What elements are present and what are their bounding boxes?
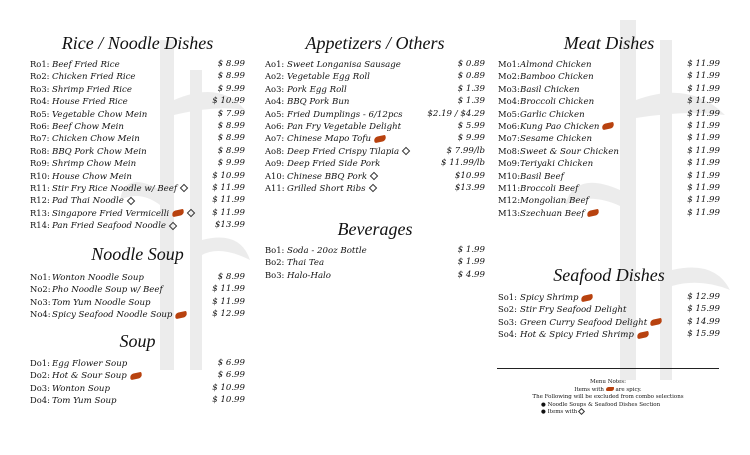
item-code: Mo2: [498,71,520,82]
item-code: No2: [30,284,51,295]
menu-item [30,70,245,82]
item-name: Broccoli Chicken [520,97,595,108]
item-price: $ 12.99 [212,309,245,320]
item-name: Pan Fried Seafood Noodle [52,221,166,232]
item-code: Do4: [30,395,50,406]
item-name: Pad Thai Noodle [52,196,124,207]
item-code: Ro9: [30,158,50,169]
item-price: $13.99 [454,182,485,193]
menu-item [265,145,485,157]
chili-pepper-icon [606,387,614,391]
item-name: Pork Egg Roll [287,84,347,95]
item-name: Sesame Chicken [520,134,592,145]
item-name: Deep Fried Side Pork [287,159,381,170]
item-price: $ 11.99 [687,195,720,206]
item-name: Chinese Mapo Tofu [287,134,371,145]
menu-item [498,132,720,144]
noodle-soup-list [30,271,245,321]
item-name: House Fried Rice [52,97,128,108]
menu-item [30,219,245,231]
item-price: $ 11.99 [687,71,720,82]
chili-pepper-icon [650,318,663,326]
item-name: BBQ Pork Chow Mein [52,146,147,157]
item-name: Teriyaki Chicken [520,159,594,170]
item-price: $ 8.99 [217,272,245,282]
item-code: R14: [30,220,50,231]
diamond-icon [578,408,585,415]
item-code: Ao1: [265,59,285,69]
item-code: R13: [30,207,50,218]
item-price: $ 0.89 [457,71,485,82]
menu-item [498,108,720,120]
item-price: $ 11.99 [687,133,720,144]
seafood-list [498,291,720,341]
item-code: Ro6: [30,120,50,131]
item-name: Tom Yum Soup [52,396,117,407]
menu-item [265,182,485,194]
item-price: $13.99 [214,220,245,231]
item-name: Beef Fried Rice [52,60,120,70]
item-name: Vegetable Chow Mein [52,109,148,120]
item-code: So4: [498,329,517,340]
item-code: Ao5: [265,108,285,119]
menu-item [30,83,245,95]
item-code: Ao6: [265,120,285,131]
item-code: Bo1: [265,245,285,255]
item-price: $ 11.99 [212,195,245,206]
item-code: Mo6: [498,120,520,131]
item-name: Hot & Spicy Fried Shrimp [520,330,634,341]
menu-item [498,316,720,328]
menu-item [30,120,245,132]
item-name: House Chow Mein [52,171,132,182]
menu-item [265,269,485,281]
item-code: R12: [30,195,50,206]
item-code: Ro5: [30,108,50,119]
chili-pepper-icon [587,209,600,217]
soup-title: Soup [119,331,156,351]
item-price: $ 8.99 [217,120,245,131]
item-price: $ 10.99 [212,395,245,406]
item-name: Singapore Fried Vermicelli [52,208,170,219]
item-code: Ro1: [30,59,50,69]
notes-spicy-post: are spicy. [615,386,642,393]
item-name: Shrimp Chow Mein [52,159,137,170]
item-code: Mo4: [498,96,520,107]
menu-item [265,157,485,169]
item-code: Ao4: [265,96,285,107]
item-name: Stir Fry Seafood Delight [520,305,627,316]
menu-item [498,291,720,303]
item-code: Ao9: [265,158,285,169]
item-code: Bo3: [265,269,285,280]
rice-noodle-list [30,58,245,231]
item-name: Sweet & Sour Chicken [520,146,619,157]
menu-item [265,58,485,70]
item-price: $ 1.39 [457,83,485,94]
notes-bullet-2-text: Items with [547,409,578,415]
item-code: So3: [498,316,517,327]
menu-item [30,182,245,194]
notes-title: Menu Notes: [590,379,626,385]
menu-item [30,145,245,157]
menu-item [30,170,245,182]
item-price: $ 14.99 [687,316,720,327]
beverages-list [265,244,485,281]
item-name: Grilled Short Ribs [287,183,366,194]
item-code: Ro3: [30,83,50,94]
menu-item [498,120,720,132]
diamond-icon [368,184,376,192]
item-price: $ 11.99/lb [441,158,485,169]
item-price: $ 5.99 [457,120,485,131]
notes-spicy-pre: Items with [574,386,604,393]
rice-noodle-title: Rice / Noodle Dishes [61,33,214,53]
item-name: Almond Chicken [520,60,592,70]
item-code: So1: [498,292,517,302]
menu-notes [497,368,719,417]
seafood-title: Seafood Dishes [553,265,665,285]
item-price: $ 11.99 [687,59,720,69]
item-name: Basil Chicken [520,84,580,95]
item-code: M11: [498,182,521,193]
menu-item [498,95,720,107]
menu-item [30,207,245,219]
diamond-icon [169,221,177,229]
menu-item [498,194,720,206]
menu-item [265,120,485,132]
meat-title: Meat Dishes [563,33,655,53]
item-price: $ 10.99 [212,170,245,181]
item-code: A11: [265,182,285,193]
diamond-icon [187,209,195,217]
item-code: Mo1: [498,59,520,69]
item-price: $ 7.99/lb [446,145,485,156]
item-name: Wonton Soup [52,383,110,394]
item-code: M10: [498,170,521,181]
soup-list [30,357,245,407]
diamond-icon [370,172,378,180]
menu-item [30,357,245,369]
item-name: Spicy Shrimp [520,293,579,303]
item-code: R10: [30,170,50,181]
item-code: Ao2: [265,71,285,82]
item-name: Broccoli Beef [520,183,579,194]
item-price: $ 8.99 [217,145,245,156]
item-code: M13: [498,207,521,218]
menu-item [265,256,485,268]
appetizers-title: Appetizers / Others [305,33,445,53]
item-code: A10: [265,170,285,181]
item-name: Fried Dumplings - 6/12pcs [287,109,403,120]
item-price: $ 9.99 [457,133,485,144]
item-code: Ao8: [265,145,285,156]
menu-item [265,244,485,256]
item-price: $ 15.99 [687,329,720,340]
item-name: Chicken Fried Rice [52,72,136,83]
menu-item [30,132,245,144]
item-code: Do2: [30,370,50,381]
item-price: $ 1.39 [457,96,485,107]
item-name: BBQ Pork Bun [287,97,350,108]
item-code: Do1: [30,358,50,368]
menu-item [30,369,245,381]
appetizers-list [265,58,485,194]
menu-item [265,108,485,120]
item-code: Do3: [30,382,50,393]
item-code: M12: [498,195,521,206]
menu-item [498,207,720,219]
beverages-title: Beverages [337,219,413,239]
item-price: $ 8.99 [217,133,245,144]
item-code: Bo2: [265,257,285,268]
chili-pepper-icon [374,135,387,143]
menu-item [265,70,485,82]
item-code: So2: [498,304,517,315]
menu-item [30,95,245,107]
menu-item [30,382,245,394]
item-price: $ 12.99 [687,292,720,302]
item-name: Soda - 20oz Bottle [287,246,367,256]
item-price: $ 1.99 [457,257,485,268]
menu-item [498,58,720,70]
menu-item [30,394,245,406]
item-price: $ 11.99 [687,83,720,94]
item-price: $ 11.99 [687,158,720,169]
item-name: Pho Noodle Soup w/ Beef [52,285,163,296]
menu-item [498,83,720,95]
item-code: Ro7: [30,133,50,144]
menu-item [498,182,720,194]
item-code: Mo7: [498,133,520,144]
item-name: Vegetable Egg Roll [287,72,370,83]
item-price: $ 4.99 [457,269,485,280]
menu-item [265,170,485,182]
item-name: Mongolian Beef [520,196,589,207]
item-code: Mo8: [498,145,520,156]
item-price: $2.19 / $4.29 [427,108,485,119]
item-price: $ 11.99 [212,284,245,295]
diamond-icon [402,147,410,155]
menu-item [498,303,720,315]
item-price: $ 11.99 [687,120,720,131]
item-price: $ 11.99 [687,182,720,193]
item-name: Garlic Chicken [520,109,585,120]
menu-item [30,108,245,120]
item-name: Deep Fried Crispy Tilapia [287,146,400,157]
item-code: No3: [30,296,51,307]
item-name: Pan Fry Vegetable Delight [287,121,402,132]
item-price: $ 11.99 [212,296,245,307]
item-code: No4: [30,309,51,320]
diamond-icon [127,197,135,205]
menu-item [498,70,720,82]
item-name: Kung Pao Chicken [520,121,600,132]
chili-pepper-icon [172,209,185,217]
item-price: $ 6.99 [217,358,245,368]
item-price: $ 6.99 [217,370,245,381]
item-name: Sweet Longanisa Sausage [287,60,401,70]
item-code: Ro8: [30,145,50,156]
menu-item [265,132,485,144]
item-name: Stir Fry Rice Noodle w/ Beef [52,183,178,194]
menu-item [498,145,720,157]
item-name: Hot & Sour Soup [52,371,127,382]
item-name: Chicken Chow Mein [52,134,140,145]
notes-bullet-1: ● Noodle Soups & Seafood Dishes Section [541,401,661,408]
notes-bullet-2: ● Items with [497,409,719,417]
chili-pepper-icon [129,372,142,380]
item-name: Spicy Seafood Noodle Soup [52,310,173,321]
notes-spicy-line [497,387,719,395]
item-name: Basil Beef [520,171,564,182]
noodle-soup-title: Noodle Soup [91,244,184,264]
item-name: Beef Chow Mein [52,121,124,132]
menu-item [30,58,245,70]
item-price: $ 15.99 [687,304,720,315]
item-price: $ 7.99 [217,108,245,119]
item-name: Halo-Halo [287,270,331,281]
menu-item [30,283,245,295]
menu-item [30,271,245,283]
chili-pepper-icon [602,122,615,130]
item-price: $ 11.99 [212,182,245,193]
menu-item [30,308,245,320]
item-name: Bamboo Chicken [520,72,594,83]
item-price: $ 10.99 [212,96,245,107]
menu-item [30,296,245,308]
item-price: $ 0.89 [457,59,485,69]
item-price: $ 9.99 [217,158,245,169]
menu-item [498,170,720,182]
meat-list [498,58,720,219]
item-name: Chinese BBQ Pork [287,171,368,182]
item-price: $10.99 [454,170,485,181]
item-name: Thai Tea [287,258,325,269]
chili-pepper-icon [175,310,188,318]
item-code: No1: [30,272,51,282]
item-code: Mo5: [498,108,520,119]
chili-pepper-icon [636,330,649,338]
item-price: $ 10.99 [212,382,245,393]
item-name: Tom Yum Noodle Soup [52,297,151,308]
item-price: $ 11.99 [687,207,720,218]
menu-item [30,194,245,206]
item-price: $ 8.99 [217,59,245,69]
item-name: Szechuan Beef [520,208,585,219]
menu-item [265,83,485,95]
menu-item [498,328,720,340]
item-code: Mo9: [498,158,520,169]
item-price: $ 11.99 [212,207,245,218]
item-code: Ao3: [265,83,285,94]
item-code: R11: [30,182,50,193]
menu-item [30,157,245,169]
item-price: $ 9.99 [217,83,245,94]
item-name: Wonton Noodle Soup [52,273,144,283]
item-name: Egg Flower Soup [52,359,128,369]
item-code: Ro4: [30,96,50,107]
item-code: Ro2: [30,71,50,82]
menu-item [265,95,485,107]
notes-bullet-1-text: Noodle Soups & Seafood Dishes Section [547,401,661,408]
chili-pepper-icon [581,293,594,301]
diamond-icon [180,184,188,192]
notes-exclusion: The Following will be excluded from combo selections [532,394,684,400]
item-price: $ 11.99 [687,96,720,107]
item-price: $ 11.99 [687,145,720,156]
item-code: Mo3: [498,83,520,94]
item-price: $ 8.99 [217,71,245,82]
item-code: Ao7: [265,133,285,144]
item-price: $ 11.99 [687,170,720,181]
item-price: $ 1.99 [457,245,485,255]
item-name: Green Curry Seafood Delight [520,317,648,328]
item-price: $ 11.99 [687,108,720,119]
menu-item [498,157,720,169]
item-name: Shrimp Fried Rice [52,84,132,95]
